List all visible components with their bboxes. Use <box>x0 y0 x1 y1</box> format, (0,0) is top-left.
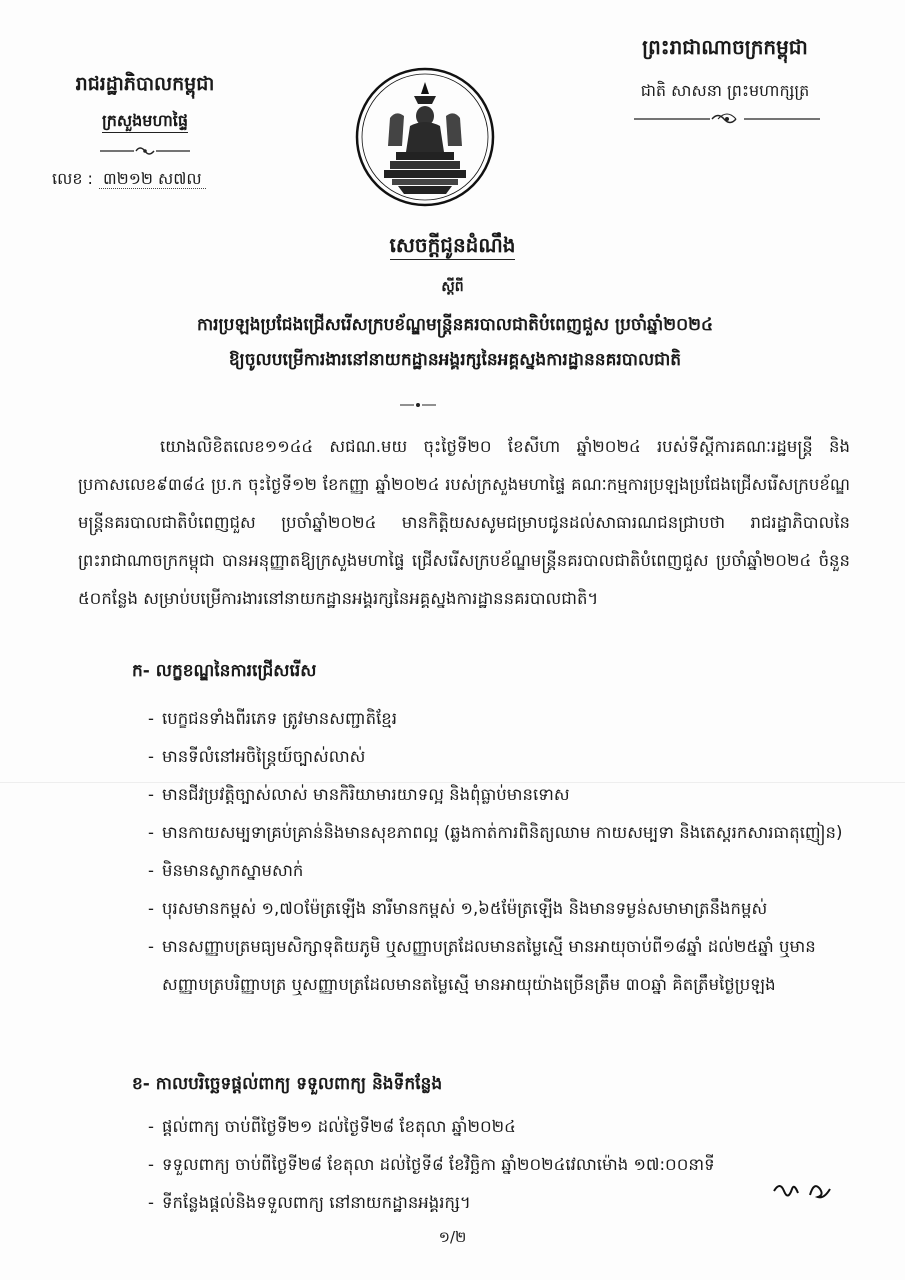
flourish-ornament-icon <box>632 112 822 126</box>
list-item: - មានកាយសម្បទាគ្រប់គ្រាន់និងមានសុខភាពល្អ (ឆ្លងកាត់ការពិនិត្យឈាម កាយសម្បទា និងតេស្តរកសារធាតុញៀន) <box>148 814 848 852</box>
about-label: ស្ដីពី <box>441 279 464 295</box>
ministry-name <box>40 110 250 134</box>
list-item: - មិនមានស្លាកស្នាមសាក់ <box>148 852 848 890</box>
list-item: - មានទីលំនៅអចិន្ត្រៃយ៍ច្បាស់លាស់ <box>148 738 848 776</box>
reference-number <box>52 168 206 192</box>
list-item: - មានសញ្ញាបត្រមធ្យមសិក្សាទុតិយភូមិ ឬសញ្ញាបត្រដែលមានតម្លៃស្មើ មានអាយុចាប់ពី១៨ឆ្នាំ ដល់២៥ឆ្នាំ ឬមានសញ្ញាបត្របរិញ្ញាបត្រ ឬសញ្ញាបត្រដែលមានតម្លៃស្មើ មានអាយុយ៉ាងច្រើនត្រឹម ៣០ឆ្នាំ គិតត្រឹមថ្ងៃប្រឡង <box>148 928 848 1004</box>
national-motto: ជាតិ សាសនា ព្រះមហាក្សត្រ <box>640 81 810 100</box>
reference-value: ៣២១២ ស៧ល <box>99 169 206 189</box>
section-a-list <box>148 700 848 1004</box>
page-number: ១/២ <box>438 1228 467 1246</box>
ministry-name-text: ក្រសួងមហាផ្ទៃ <box>102 111 188 133</box>
document-type-title <box>0 232 905 262</box>
reference-label: លេខ : <box>52 169 93 188</box>
section-b-heading: ខ- កាលបរិច្ឆេទផ្ដល់ពាក្យ ទទួលពាក្យ និងទីកន្លែង <box>132 1074 443 1094</box>
separator-ornament-icon <box>398 400 438 410</box>
list-item: - ផ្ដល់ពាក្យ ចាប់ពីថ្ងៃទី២១ ដល់ថ្ងៃទី២៨ ខែតុលា ឆ្នាំ២០២៤ <box>148 1108 848 1146</box>
section-a-heading: ក- លក្ខខណ្ឌនៃការជ្រើសរើស <box>132 661 317 681</box>
list-item: - មានជីវប្រវត្តិច្បាស់លាស់ មានកិរិយាមារយាទល្អ និងពុំធ្លាប់មានទោស <box>148 776 848 814</box>
government-name: រាជរដ្ឋាភិបាលកម្ពុជា <box>75 73 215 95</box>
handwritten-initials <box>770 1177 840 1207</box>
flourish-ornament-icon <box>98 144 192 158</box>
body-paragraph: យោងលិខិតលេខ១១៤៤ សជណ.មយ ចុះថ្ងៃទី២០ ខែសីហា ឆ្នាំ២០២៤ របស់ទីស្ដីការគណៈរដ្ឋមន្ត្រី និងប្រកាសលេខ៩៣៨៤ ប្រ.ក ចុះថ្ងៃទី១២ ខែកញ្ញា ឆ្នាំ២០២៤ របស់ក្រសួងមហាផ្ទៃ គណៈកម្មការប្រឡងប្រជែងជ្រើសរើសក្របខ័ណ្ឌមន្ត្រីនគរបាលជាតិបំពេញជួស ប្រចាំឆ្នាំ២០២៤ មានកិត្តិយសសូមជម្រាបជូនដល់សាធារណជនជ្រាបថា រាជរដ្ឋាភិបាលនៃព្រះរាជាណាចក្រកម្ពុជា បានអនុញ្ញាតឱ្យក្រសួងមហាផ្ទៃ ជ្រើសរើសក្របខ័ណ្ឌមន្ត្រីនគរបាលជាតិបំពេញជួស ប្រចាំឆ្នាំ២០២៤ ចំនួន ៥០កន្លែង សម្រាប់បម្រើការងារនៅនាយកដ្ឋានអង្គរក្សនៃអគ្គស្នងការដ្ឋាននគរបាលជាតិ។ <box>78 437 850 608</box>
document-type-text: សេចក្ដីជូនដំណឹង <box>390 233 516 260</box>
royal-seal-icon <box>354 66 496 208</box>
kingdom-title: ព្រះរាជាណាចក្រកម្ពុជា <box>642 35 808 59</box>
list-item: - ទីកន្លែងផ្ដល់និងទទួលពាក្យ នៅនាយកដ្ឋានអង្គរក្ស។ <box>148 1184 848 1222</box>
list-item: - បេក្ខជនទាំងពីរភេទ ត្រូវមានសញ្ជាតិខ្មែរ <box>148 700 848 738</box>
list-item: - ទទួលពាក្យ ចាប់ពីថ្ងៃទី២៨ ខែតុលា ដល់ថ្ងៃទី៨ ខែវិច្ឆិកា ឆ្នាំ២០២៤វេលាម៉ោង ១៧:០០នាទី <box>148 1146 848 1184</box>
section-b-list <box>148 1108 848 1222</box>
subject-line-2: ឱ្យចូលបម្រើការងារនៅនាយកដ្ឋានអង្គរក្សនៃអគ្គស្នងការដ្ឋាននគរបាលជាតិ <box>228 350 682 370</box>
subject-line-1: ការប្រឡងប្រជែងជ្រើសរើសក្របខ័ណ្ឌមន្ត្រីនគរបាលជាតិបំពេញជួស ប្រចាំឆ្នាំ២០២៤ <box>196 315 714 335</box>
list-item: - បុរសមានកម្ពស់ ១,៧០ម៉ែត្រឡើង នារីមានកម្ពស់ ១,៦៥ម៉ែត្រឡើង និងមានទម្ងន់សមាមាត្រនឹងកម្ពស់ <box>148 890 848 928</box>
